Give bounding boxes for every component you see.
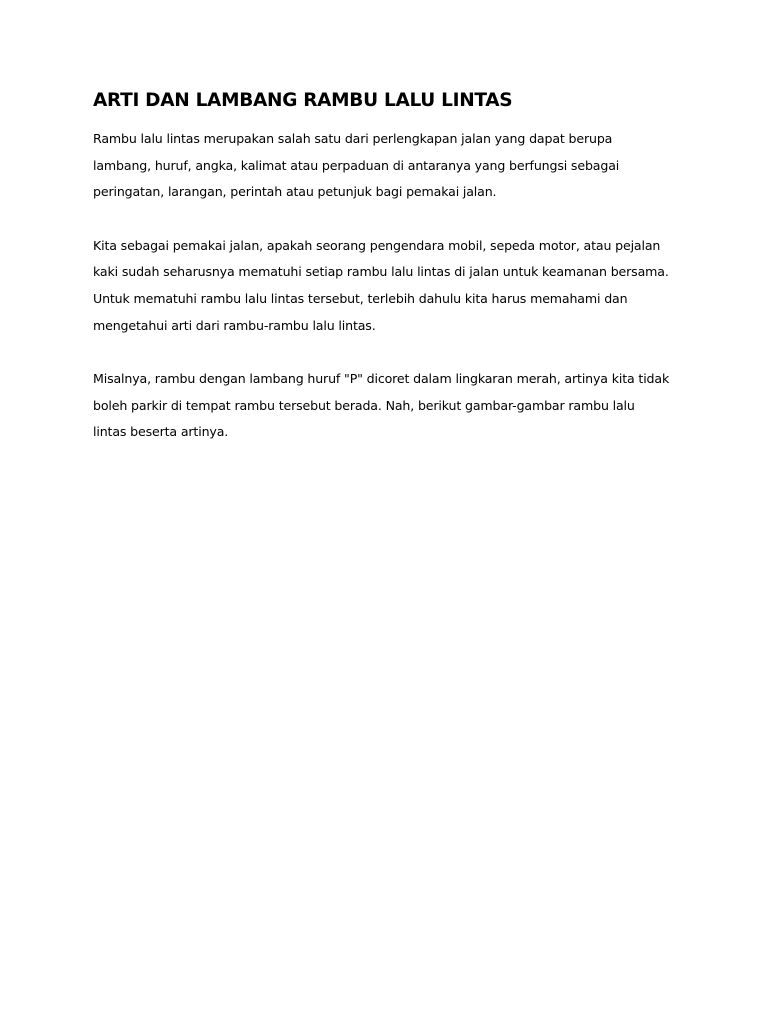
paragraph-road-users xyxy=(93,233,693,340)
paragraph-example xyxy=(93,366,693,446)
paragraph-line: mengetahui arti dari rambu-rambu lalu lintas. xyxy=(93,317,376,333)
paragraph-line: peringatan, larangan, perintah atau petunjuk bagi pemakai jalan. xyxy=(93,184,497,200)
document-title: ARTI DAN LAMBANG RAMBU LALU LINTAS xyxy=(93,90,513,111)
paragraph-line: Kita sebagai pemakai jalan, apakah seorang pengendara mobil, sepeda motor, atau pejalan xyxy=(93,237,661,253)
paragraph-line: boleh parkir di tempat rambu tersebut berada. Nah, berikut gambar-gambar rambu lalu xyxy=(93,397,635,413)
paragraph-line: Misalnya, rambu dengan lambang huruf "P" dicoret dalam lingkaran merah, artinya kita tidak xyxy=(93,370,670,386)
paragraph-line: Untuk mematuhi rambu lalu lintas tersebut, terlebih dahulu kita harus memahami dan xyxy=(93,291,628,307)
document-body xyxy=(93,88,693,473)
paragraph-line: lintas beserta artinya. xyxy=(93,424,229,440)
paragraph-intro xyxy=(93,126,693,206)
paragraph-line: kaki sudah seharusnya mematuhi setiap rambu lalu lintas di jalan untuk keamanan bersama. xyxy=(93,264,669,280)
paragraph-line: lambang, huruf, angka, kalimat atau perpaduan di antaranya yang berfungsi sebagai xyxy=(93,157,620,173)
paragraph-line: Rambu lalu lintas merupakan salah satu dari perlengkapan jalan yang dapat berupa xyxy=(93,131,613,146)
